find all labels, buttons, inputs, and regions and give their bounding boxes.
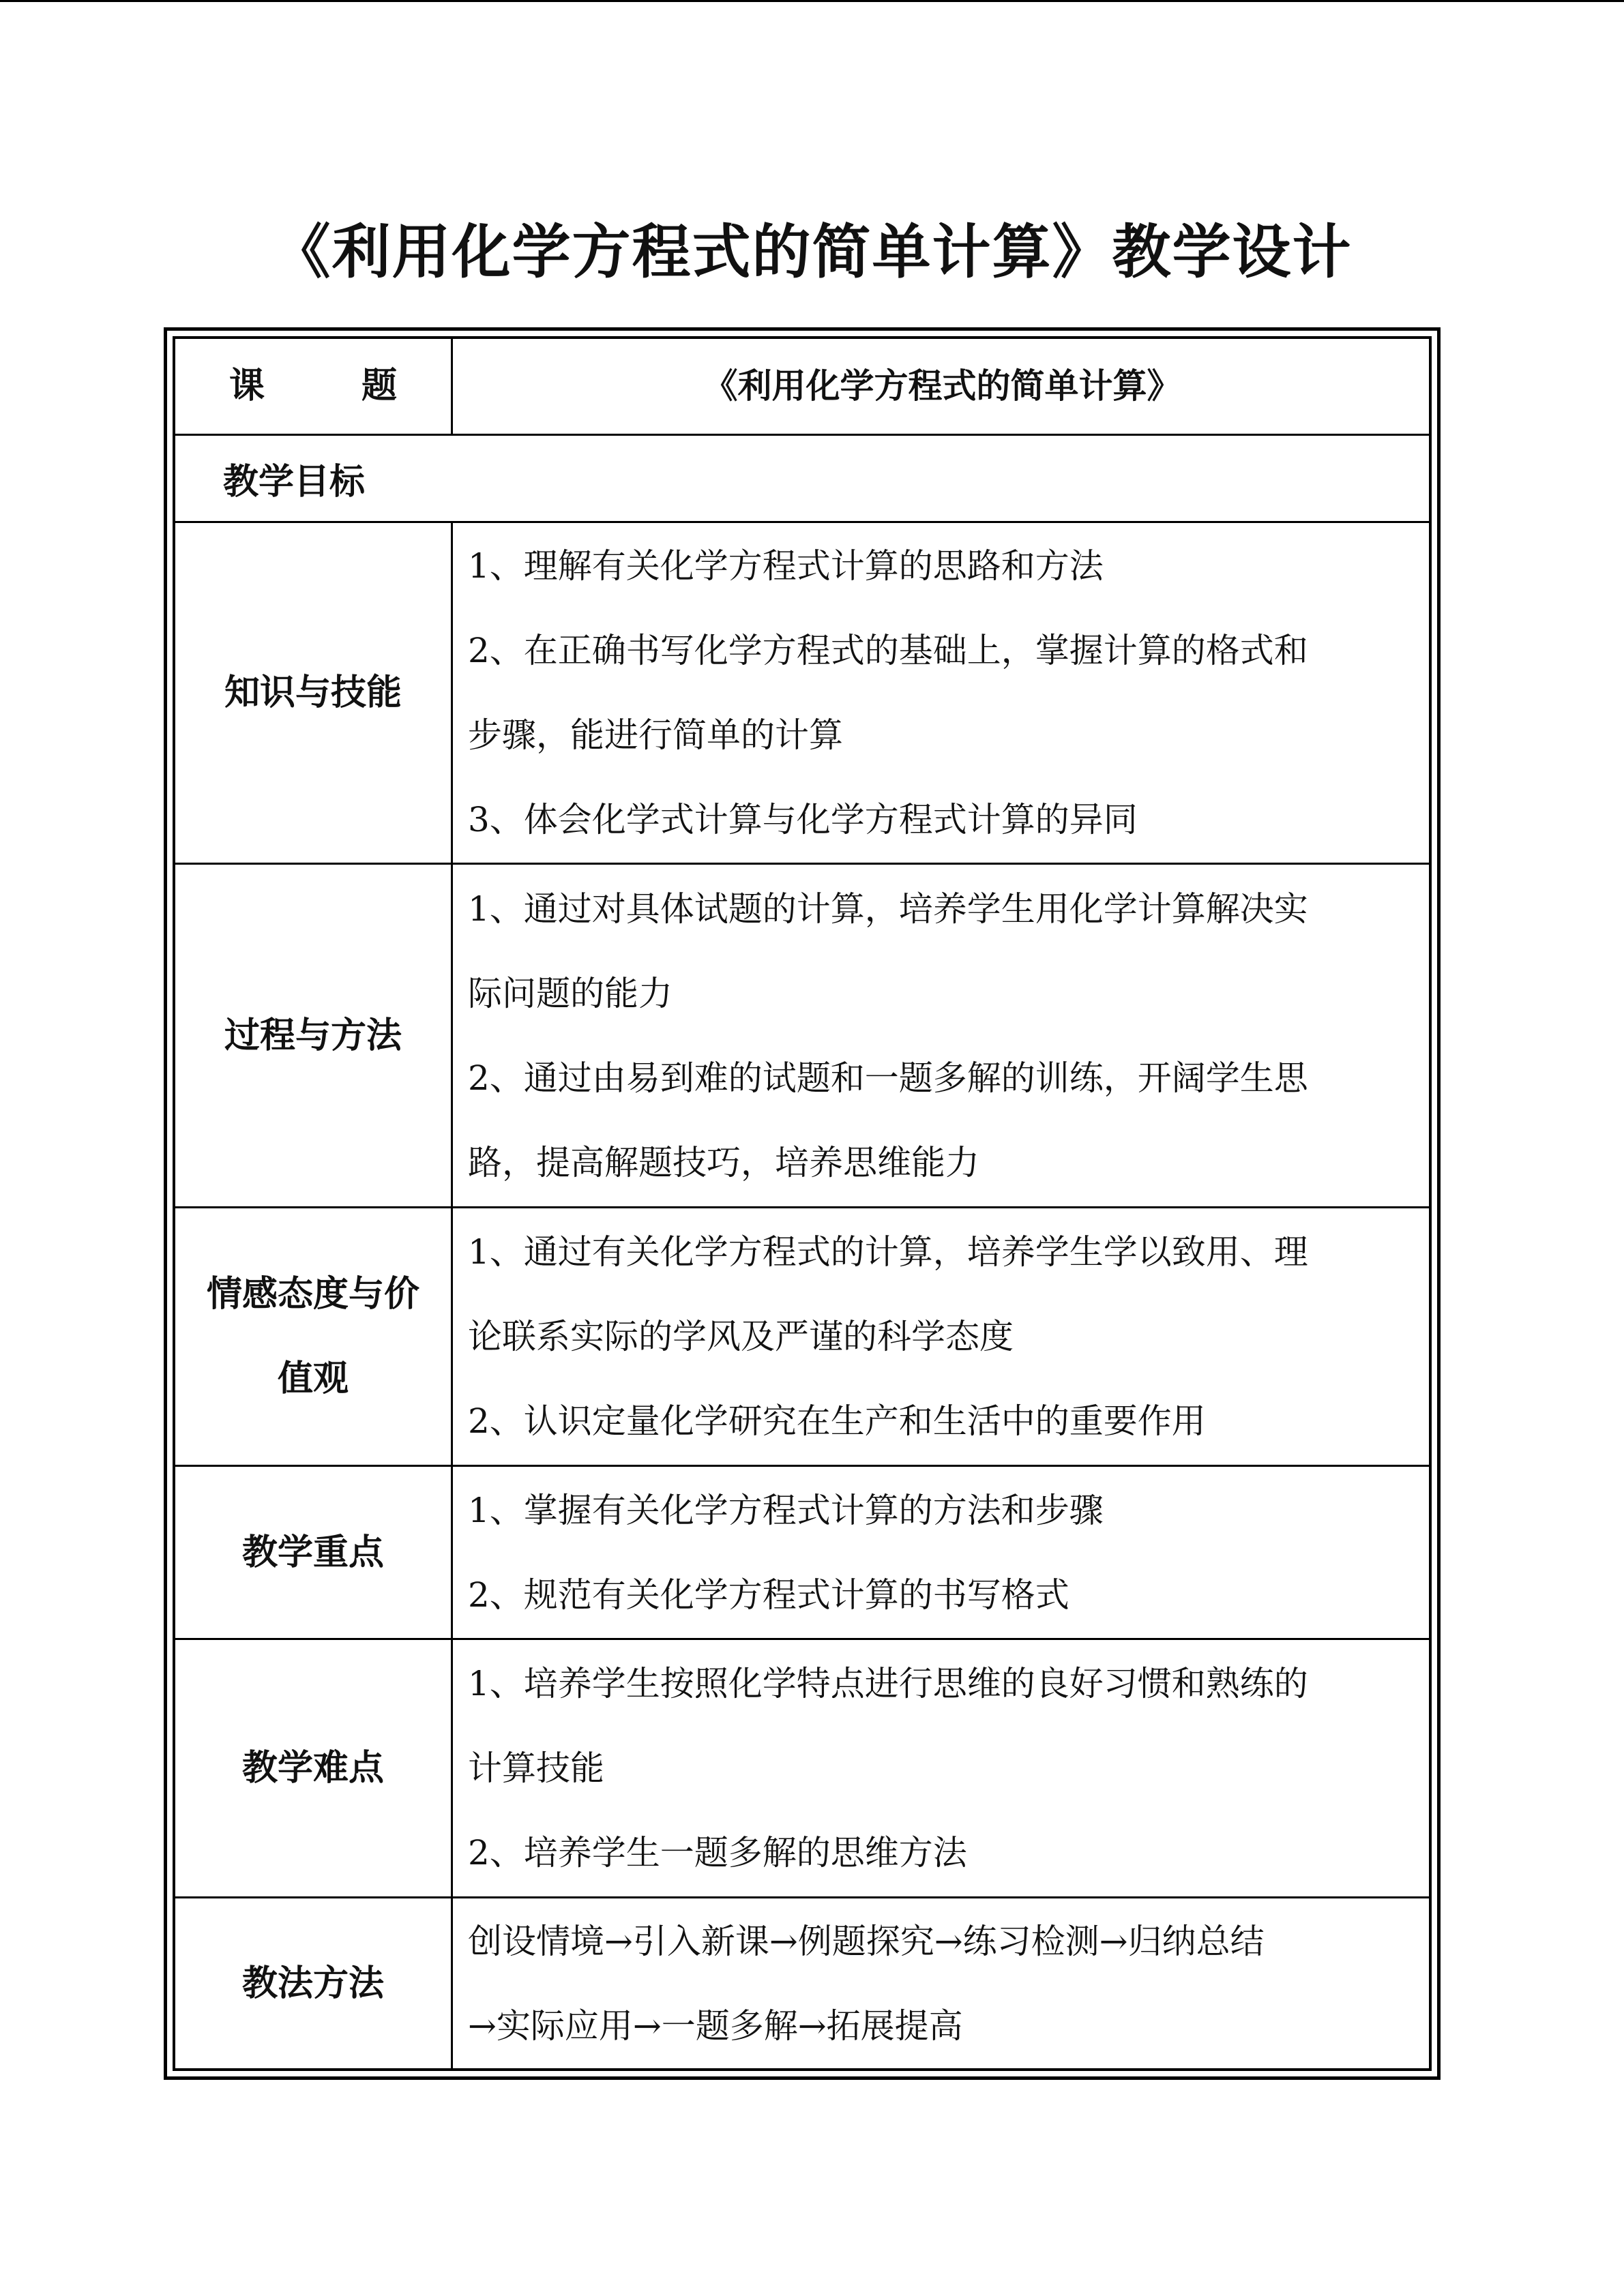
table-row-emotion-values (174, 1208, 1430, 1466)
topic-value: 《利用化学方程式的简单计算》 (703, 366, 1181, 406)
content-line: 创设情境→引入新课→例题探究→练习检测→归纳总结 (468, 1921, 1265, 1961)
content-line: 计算技能 (468, 1748, 604, 1789)
page-top-rule (0, 0, 1624, 2)
topic-label: 课 题 (228, 366, 440, 407)
content-line: →实际应用→一题多解→拓展提高 (468, 2006, 963, 2046)
process-methods-content (452, 863, 1431, 1208)
emotion-values-content (452, 1208, 1431, 1466)
content-line: 论联系实际的学风及严谨的科学态度 (468, 1317, 1014, 1357)
content-line: 路，提高解题技巧，培养思维能力 (468, 1142, 979, 1182)
difficult-points-content (452, 1639, 1431, 1898)
emotion-values-label-cell (174, 1208, 452, 1466)
key-points-label-cell (174, 1466, 452, 1639)
topic-value-cell (452, 338, 1431, 434)
content-line: 1、通过有关化学方程式的计算，培养学生学以致用、理 (468, 1232, 1308, 1272)
lesson-plan-table (173, 336, 1432, 2071)
emotion-values-label-line2: 值观 (277, 1358, 349, 1400)
document-title: 《利用化学方程式的简单计算》教学设计 (271, 218, 1353, 286)
key-points-label: 教学重点 (241, 1532, 384, 1573)
teaching-methods-content (452, 1898, 1431, 2070)
table-row-knowledge-skills (174, 522, 1430, 863)
process-methods-label: 过程与方法 (224, 1015, 402, 1056)
content-line: 1、掌握有关化学方程式计算的方法和步骤 (468, 1490, 1104, 1530)
table-row-difficult-points (174, 1639, 1430, 1898)
key-points-content (452, 1466, 1431, 1639)
table-row-key-points (174, 1466, 1430, 1639)
knowledge-skills-content (452, 522, 1431, 863)
teaching-methods-label-cell (174, 1898, 452, 2070)
difficult-points-label: 教学难点 (241, 1748, 384, 1789)
table-row-objectives-header (174, 434, 1430, 522)
content-line: 2、认识定量化学研究在生产和生活中的重要作用 (468, 1401, 1206, 1442)
content-line: 1、理解有关化学方程式计算的思路和方法 (468, 546, 1104, 586)
table-row-process-methods (174, 863, 1430, 1208)
content-line: 际问题的能力 (468, 973, 673, 1013)
objectives-header-cell (174, 434, 1430, 522)
table-row-teaching-methods (174, 1898, 1430, 2070)
content-line: 2、培养学生一题多解的思维方法 (468, 1833, 967, 1873)
content-line: 1、培养学生按照化学特点进行思维的良好习惯和熟练的 (468, 1664, 1308, 1704)
difficult-points-label-cell (174, 1639, 452, 1898)
content-line: 2、规范有关化学方程式计算的书写格式 (468, 1575, 1069, 1615)
teaching-methods-label: 教法方法 (241, 1963, 384, 2004)
content-line: 2、通过由易到难的试题和一题多解的训练，开阔学生思 (468, 1058, 1308, 1098)
emotion-values-label-line1: 情感态度与价 (206, 1274, 419, 1315)
table-row-topic (174, 338, 1430, 434)
process-methods-label-cell (174, 863, 452, 1208)
content-line: 步骤，能进行简单的计算 (468, 715, 843, 755)
lesson-plan-table-frame (164, 327, 1441, 2080)
topic-label-cell (174, 338, 452, 434)
content-line: 3、体会化学式计算与化学方程式计算的异同 (468, 799, 1138, 839)
content-line: 1、通过对具体试题的计算，培养学生用化学计算解决实 (468, 889, 1308, 929)
knowledge-skills-label: 知识与技能 (224, 672, 402, 713)
objectives-header: 教学目标 (223, 461, 366, 503)
knowledge-skills-label-cell (174, 522, 452, 863)
content-line: 2、在正确书写化学方程式的基础上，掌握计算的格式和 (468, 630, 1308, 670)
